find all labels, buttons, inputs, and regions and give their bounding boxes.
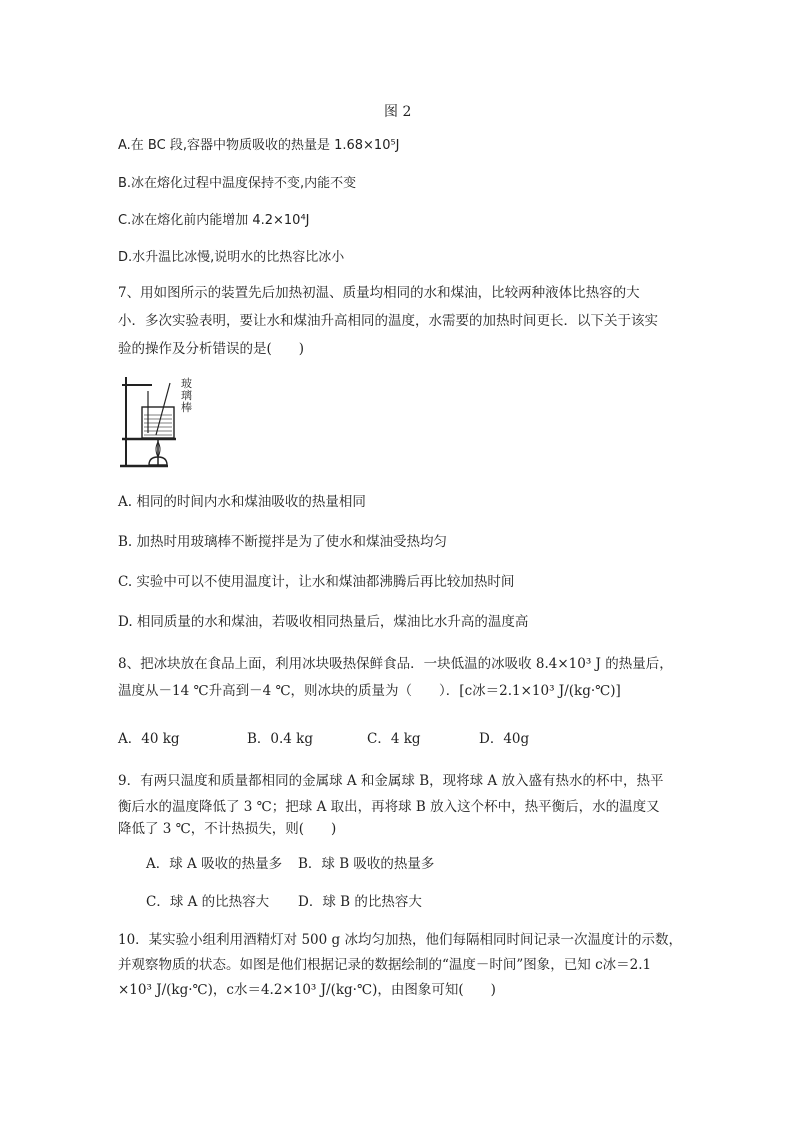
q8-option-a: A．40 kg [118,731,180,747]
q10-stem-line2: 并观察物质的状态。如图是他们根据记录的数据绘制的“温度－时间”图象，已知 c冰＝2.1 [118,957,652,973]
q6-option-c: C.冰在熔化前内能增加 4.2×10⁴J [118,213,310,228]
q7-stem-line3: 验的操作及分析错误的是( ) [118,341,305,357]
figure-caption: 图 2 [384,104,412,120]
q6-option-a: A.在 BC 段,容器中物质吸收的热量是 1.68×10⁵J [118,138,400,153]
q10-stem-line3: ×10³ J/(kg·℃)，c水＝4.2×10³ J/(kg·℃)，由图象可知( ) [118,982,496,998]
q8-option-d: D．40g [479,731,530,747]
q8-stem-line1: 8、把冰块放在食品上面，利用冰块吸热保鲜食品．一块低温的冰吸收 8.4×10³ J 的热量后， [118,656,673,672]
q9-stem-line2: 衡后水的温度降低了 3 ℃；把球 A 取出，再将球 B 放入这个杯中，热平衡后，水的温度又 [118,799,660,815]
q9-stem-line3: 降低了 3 ℃，不计热损失，则( ) [118,821,337,837]
q7-option-a: A. 相同的时间内水和煤油吸收的热量相同 [118,494,366,510]
q7-option-d: D. 相同质量的水和煤油，若吸收相同热量后，煤油比水升高的温度高 [118,614,529,630]
q6-option-b: B.冰在熔化过程中温度保持不变,内能不变 [118,176,357,191]
q8-stem-line2: 温度从－14 ℃升高到－4 ℃，则冰块的质量为（ ）．[c冰＝2.1×10³ J/(kg·℃)] [118,683,621,699]
q9-option-a: A．球 A 吸收的热量多 [146,856,283,872]
q8-option-b: B．0.4 kg [247,731,314,747]
q7-stem-line2: 小．多次实验表明，要让水和煤油升高相同的温度，水需要的加热时间更长．以下关于该实 [118,313,658,329]
q9-stem-line1: 9．有两只温度和质量都相同的金属球 A 和金属球 B，现将球 A 放入盛有热水的杯中，热平 [118,773,664,789]
q6-option-d: D.水升温比冰慢,说明水的比热容比冰小 [118,250,345,265]
q9-option-b: B．球 B 吸收的热量多 [298,856,435,872]
q7-option-b: B. 加热时用玻璃棒不断搅拌是为了使水和煤油受热均匀 [118,534,448,550]
q7-stem-line1: 7、用如图所示的装置先后加热初温、质量均相同的水和煤油，比较两种液体比热容的大 [118,285,640,301]
glass-rod-label: 玻璃棒 [181,377,192,414]
q9-option-c: C．球 A 的比热容大 [146,894,270,910]
q10-stem-line1: 10．某实验小组利用酒精灯对 500 g 冰均匀加热，他们每隔相同时间记录一次温度计的示数， [118,932,682,948]
q8-option-c: C．4 kg [367,731,421,747]
q7-option-c: C. 实验中可以不使用温度计，让水和煤油都沸腾后再比较加热时间 [118,574,515,590]
q9-option-d: D．球 B 的比热容大 [298,894,422,910]
